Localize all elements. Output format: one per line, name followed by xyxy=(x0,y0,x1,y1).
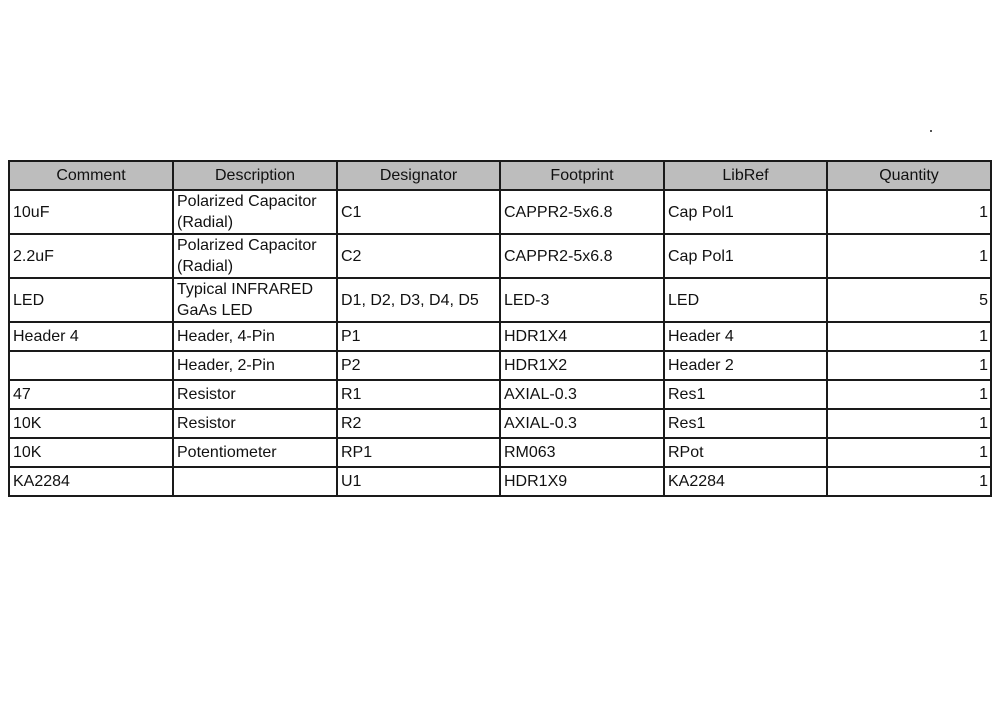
cell-comment: Header 4 xyxy=(9,322,173,351)
cell-footprint: RM063 xyxy=(500,438,664,467)
table-row xyxy=(9,190,991,234)
cell-designator: D1, D2, D3, D4, D5 xyxy=(337,278,500,322)
cell-libref: KA2284 xyxy=(664,467,827,496)
cell-designator: C2 xyxy=(337,234,500,278)
cell-quantity: 1 xyxy=(827,351,991,380)
cell-comment: 47 xyxy=(9,380,173,409)
cell-footprint: CAPPR2-5x6.8 xyxy=(500,190,664,234)
table-header-row xyxy=(9,161,991,190)
cell-footprint: LED-3 xyxy=(500,278,664,322)
cell-footprint: HDR1X4 xyxy=(500,322,664,351)
cell-designator: R1 xyxy=(337,380,500,409)
column-header-footprint: Footprint xyxy=(500,161,664,190)
cell-description: Typical INFRARED GaAs LED xyxy=(173,278,337,322)
table-row xyxy=(9,234,991,278)
cell-comment: 10K xyxy=(9,438,173,467)
cell-designator: R2 xyxy=(337,409,500,438)
cell-comment: KA2284 xyxy=(9,467,173,496)
cell-description: Resistor xyxy=(173,380,337,409)
cell-description: Resistor xyxy=(173,409,337,438)
table-row xyxy=(9,409,991,438)
cell-comment: 10K xyxy=(9,409,173,438)
cell-libref: Header 2 xyxy=(664,351,827,380)
cell-footprint: AXIAL-0.3 xyxy=(500,409,664,438)
table-row xyxy=(9,322,991,351)
cell-footprint: HDR1X2 xyxy=(500,351,664,380)
cell-quantity: 1 xyxy=(827,322,991,351)
cell-comment: 2.2uF xyxy=(9,234,173,278)
cell-designator: C1 xyxy=(337,190,500,234)
cell-footprint: AXIAL-0.3 xyxy=(500,380,664,409)
cell-quantity: 1 xyxy=(827,409,991,438)
cell-comment: LED xyxy=(9,278,173,322)
cell-description: Header, 2-Pin xyxy=(173,351,337,380)
cell-footprint: HDR1X9 xyxy=(500,467,664,496)
cell-description: Polarized Capacitor (Radial) xyxy=(173,190,337,234)
cell-libref: Cap Pol1 xyxy=(664,190,827,234)
cell-libref: LED xyxy=(664,278,827,322)
cell-quantity: 5 xyxy=(827,278,991,322)
cell-comment: 10uF xyxy=(9,190,173,234)
column-header-designator: Designator xyxy=(337,161,500,190)
cell-description: Header, 4-Pin xyxy=(173,322,337,351)
cell-quantity: 1 xyxy=(827,467,991,496)
cell-libref: Cap Pol1 xyxy=(664,234,827,278)
column-header-libref: LibRef xyxy=(664,161,827,190)
cell-designator: U1 xyxy=(337,467,500,496)
table-row xyxy=(9,380,991,409)
cell-comment xyxy=(9,351,173,380)
cell-libref: Res1 xyxy=(664,409,827,438)
cell-quantity: 1 xyxy=(827,234,991,278)
cell-description: Potentiometer xyxy=(173,438,337,467)
cell-quantity: 1 xyxy=(827,380,991,409)
cell-footprint: CAPPR2-5x6.8 xyxy=(500,234,664,278)
cell-designator: RP1 xyxy=(337,438,500,467)
cell-designator: P1 xyxy=(337,322,500,351)
cell-description: Polarized Capacitor (Radial) xyxy=(173,234,337,278)
cell-quantity: 1 xyxy=(827,438,991,467)
cell-libref: Header 4 xyxy=(664,322,827,351)
column-header-comment: Comment xyxy=(9,161,173,190)
table-row xyxy=(9,438,991,467)
stray-dot-mark xyxy=(930,130,932,132)
table-row xyxy=(9,467,991,496)
cell-designator: P2 xyxy=(337,351,500,380)
bill-of-materials-table xyxy=(8,160,992,497)
cell-libref: Res1 xyxy=(664,380,827,409)
table-row xyxy=(9,278,991,322)
column-header-description: Description xyxy=(173,161,337,190)
cell-libref: RPot xyxy=(664,438,827,467)
table-row xyxy=(9,351,991,380)
column-header-quantity: Quantity xyxy=(827,161,991,190)
cell-quantity: 1 xyxy=(827,190,991,234)
cell-description xyxy=(173,467,337,496)
